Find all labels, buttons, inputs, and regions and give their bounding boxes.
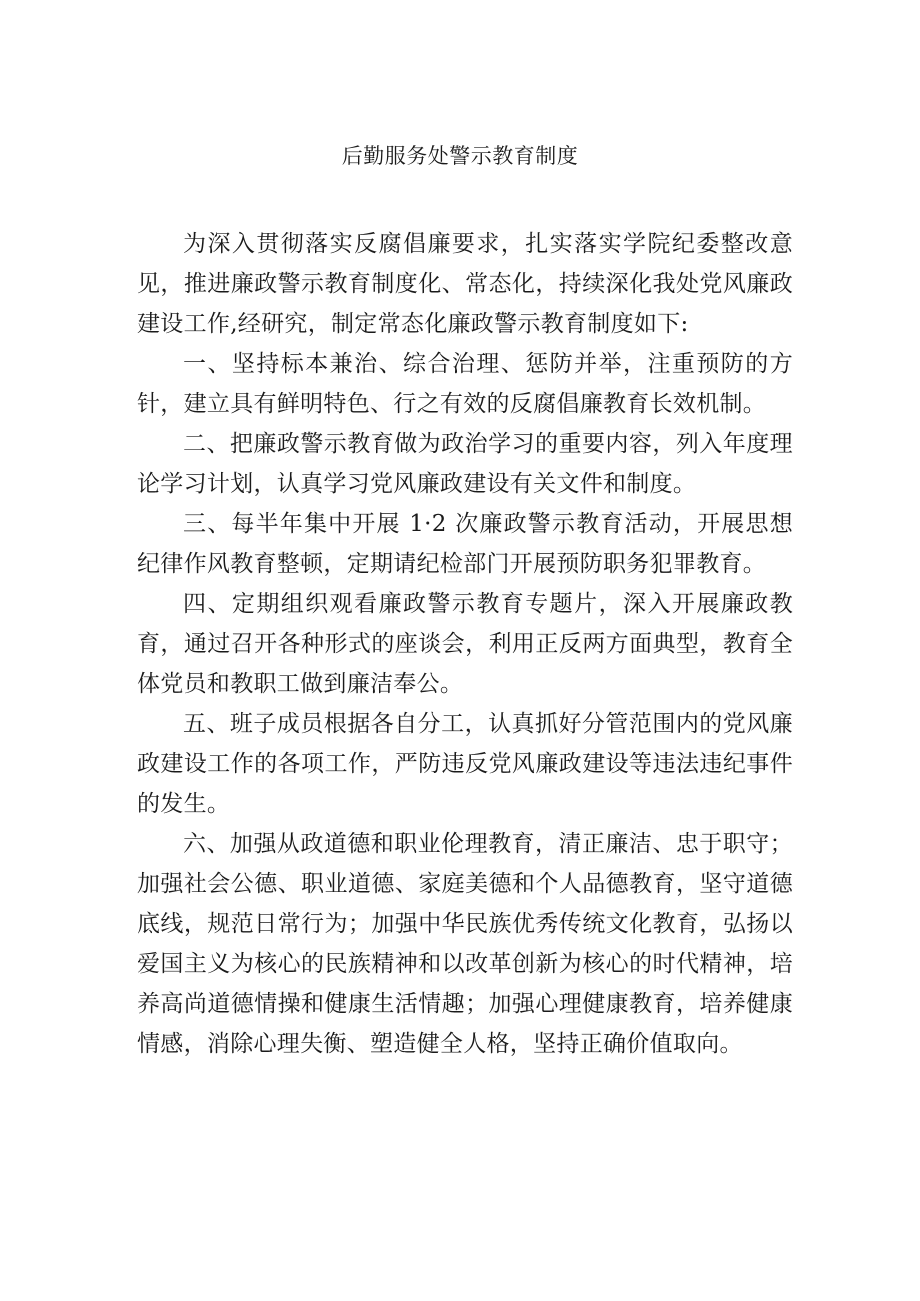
paragraph-item-2: 二、把廉政警示教育做为政治学习的重要内容，列入年度理论学习计划，认真学习党风廉政建设有关文件和制度。 <box>137 431 793 497</box>
paragraph-item-1: 一、坚持标本兼治、综合治理、惩防并举，注重预防的方针，建立具有鲜明特色、行之有效的反腐倡廉教育长效机制。 <box>137 351 793 417</box>
paragraph-item-3: 三、每半年集中开展 1·2 次廉政警示教育活动，开展思想纪律作风教育整顿，定期请纪检部门开展预防职务犯罪教育。 <box>137 511 793 577</box>
document-title: 后勤服务处警示教育制度 <box>341 144 579 168</box>
document-body <box>137 224 793 1064</box>
paragraph-item-5: 五、班子成员根据各自分工，认真抓好分管范围内的党风廉政建设工作的各项工作，严防违反党风廉政建设等违法违纪事件的发生。 <box>137 711 793 817</box>
paragraph-intro: 为深入贯彻落实反腐倡廉要求，扎实落实学院纪委整改意见，推进廉政警示教育制度化、常态化，持续深化我处党风廉政建设工作,经研究，制定常态化廉政警示教育制度如下: <box>137 231 793 337</box>
paragraph-item-6: 六、加强从政道德和职业伦理教育，清正廉洁、忠于职守；加强社会公德、职业道德、家庭美德和个人品德教育，坚守道德底线，规范日常行为；加强中华民族优秀传统文化教育，弘扬以爱国主义为核心的民族精神和以改革创新为核心的时代精神，培养高尚道德情操和健康生活情趣；加强心理健康教育，培养健康情感，消除心理失衡、塑造健全人格，坚持正确价值取向。 <box>137 831 793 1057</box>
paragraph-item-4: 四、定期组织观看廉政警示教育专题片，深入开展廉政教育，通过召开各种形式的座谈会，利用正反两方面典型，教育全体党员和教职工做到廉洁奉公。 <box>137 591 793 697</box>
